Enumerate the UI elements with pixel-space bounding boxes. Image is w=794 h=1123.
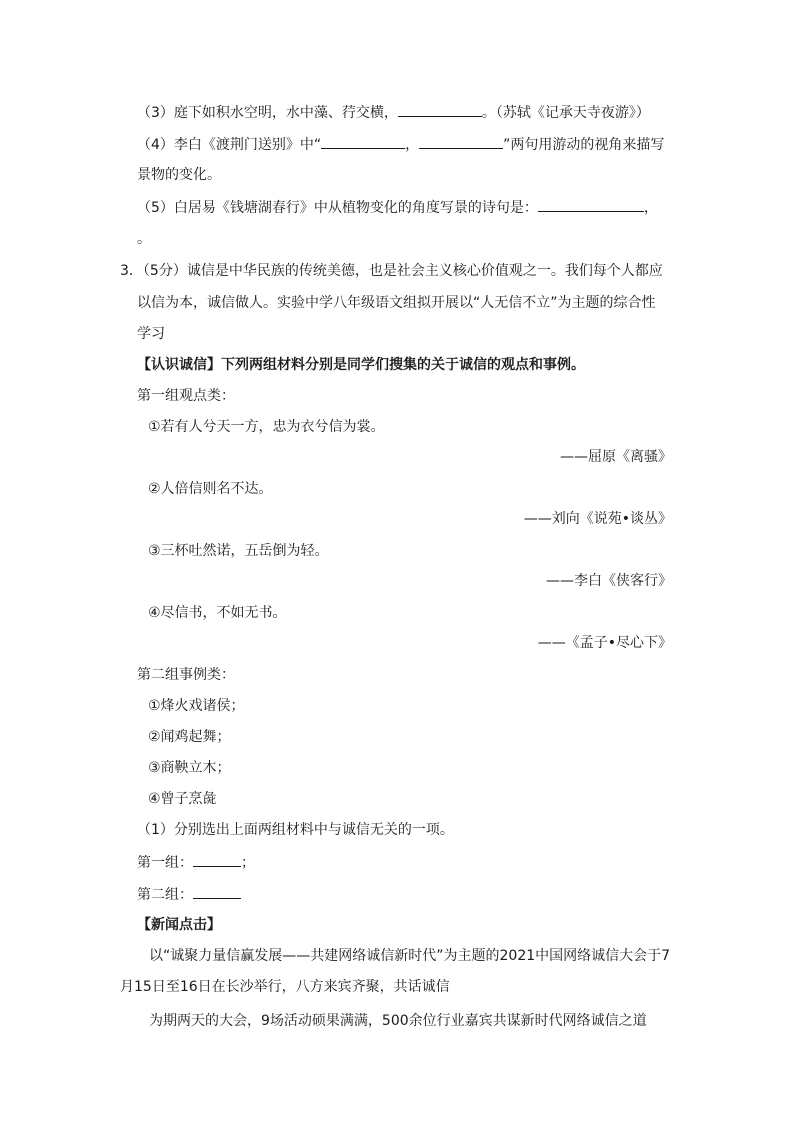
q2-item5 (137, 197, 658, 218)
answer-blank[interactable] (193, 884, 241, 899)
q2-item5-cont: 。 (137, 231, 151, 247)
answer-blank[interactable] (419, 134, 503, 149)
q3-header-cont1: 以信为本，诚信做人。实验中学八年级语文组拟开展以“人无信不立”为主题的综合性 (137, 295, 656, 311)
group1-source: ——屈原《离骚》 (560, 449, 672, 465)
answer-group1-suffix: ； (241, 855, 255, 871)
news-line-1: 以“诚聚力量信赢发展——共建网络诚信新时代”为主题的2021中国网络诚信大会于7 (149, 948, 671, 964)
group1-label: 第一组观点类： (137, 388, 235, 404)
answer-blank[interactable] (398, 102, 482, 117)
group2-item: ③商鞅立木； (148, 760, 231, 776)
q3-header-cont2: 学习 (137, 326, 165, 342)
group1-quote: ②人倍信则名不达。 (148, 481, 273, 497)
answer-group1 (137, 852, 255, 873)
group1-quote: ④尽信书，不如无书。 (148, 605, 287, 621)
sub-question-1: （1）分别选出上面两组材料中与诚信无关的一项。 (137, 822, 454, 838)
group2-item: ④曾子烹彘 (148, 791, 217, 807)
group1-source: ——李白《侠客行》 (546, 573, 672, 589)
group1-quote: ③三杯吐然诺，五岳倒为轻。 (148, 543, 329, 559)
group2-label: 第二组事例类： (137, 667, 235, 683)
group1-source: ——《孟子•尽心下》 (537, 635, 672, 651)
q2-item3-text-a: （3）庭下如积水空明，水中藻、荇交横， (137, 105, 398, 121)
q2-item5-text-a: （5）白居易《钱塘湖春行》中从植物变化的角度写景的诗句是： (137, 200, 538, 216)
q2-item4 (137, 134, 664, 155)
answer-blank[interactable] (538, 197, 644, 212)
answer-group1-label: 第一组： (137, 855, 193, 871)
section-label-news: 【新闻点击】 (137, 917, 221, 933)
answer-blank[interactable] (193, 852, 241, 867)
q2-item4-text-a: （4）李白《渡荆门送别》中“ (137, 137, 322, 153)
q2-item3 (137, 102, 650, 123)
news-line-3: 为期两天的大会，9场活动硕果满满，500余位行业嘉宾共谋新时代网络诚信之道 (149, 1013, 647, 1029)
answer-group2-label: 第二组： (137, 887, 193, 903)
q2-item3-text-b: 。（苏轼《记承天寺夜游》） (481, 105, 650, 121)
q2-item4-sep: ， (405, 137, 420, 153)
q2-item4-text-b: ”两句用游动的视角来描写 (503, 137, 665, 153)
news-line-2: 月15日至16日在长沙举行，八方来宾齐聚，共话诚信 (120, 979, 450, 995)
q2-item4-cont: 景物的变化。 (137, 167, 221, 183)
group1-quote: ①若有人兮天一方，忠为衣兮信为裳。 (148, 419, 385, 435)
group2-item: ②闻鸡起舞； (148, 729, 231, 745)
answer-group2 (137, 884, 241, 905)
section-label-renshi: 【认识诚信】下列两组材料分别是同学们搜集的关于诚信的观点和事例。 (137, 357, 585, 373)
q2-item5-text-b: ， (643, 200, 658, 216)
answer-blank[interactable] (321, 134, 405, 149)
group2-item: ①烽火戏诸侯； (148, 698, 245, 714)
group1-source: ——刘向《说苑•谈丛》 (523, 511, 672, 527)
q3-header: 3．（5分）诚信是中华民族的传统美德，也是社会主义核心价值观之一。我们每个人都应 (120, 263, 663, 279)
